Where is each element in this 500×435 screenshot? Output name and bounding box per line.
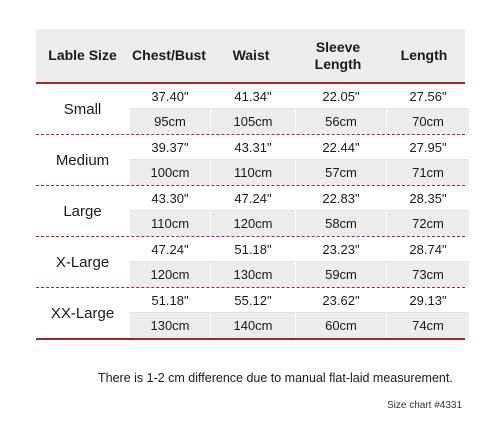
inch-row (129, 288, 469, 313)
cell-chest-bust: 51.18" (129, 288, 210, 313)
cell-waist: 105cm (210, 109, 295, 134)
cell-chest-bust: 43.30" (129, 186, 210, 211)
cell-sleeve-length: 23.23" (295, 237, 386, 262)
cell-chest-bust: 130cm (129, 313, 210, 338)
size-label: Small (63, 100, 102, 118)
size-group (36, 186, 465, 237)
cell-chest-bust: 39.37" (129, 135, 210, 160)
cell-length: 71cm (386, 160, 469, 185)
size-label: X-Large (55, 253, 110, 271)
cell-waist: 130cm (210, 262, 295, 287)
cell-waist: 43.31" (210, 135, 295, 160)
cell-waist: 47.24" (210, 186, 295, 211)
cell-length: 27.56" (386, 84, 469, 109)
header-length: Length (400, 47, 448, 63)
cell-sleeve-length: 57cm (295, 160, 386, 185)
cm-row (129, 109, 469, 134)
cell-sleeve-length: 22.83" (295, 186, 386, 211)
inch-row (129, 135, 469, 160)
cell-sleeve-length: 23.62" (295, 288, 386, 313)
size-group (36, 135, 465, 186)
cell-waist: 51.18" (210, 237, 295, 262)
inch-row (129, 186, 469, 211)
cell-chest-bust: 95cm (129, 109, 210, 134)
cell-chest-bust: 100cm (129, 160, 210, 185)
size-chart-code: Size chart #4331 (387, 400, 463, 411)
cell-sleeve-length: 60cm (295, 313, 386, 338)
size-label: Medium (55, 151, 110, 169)
size-chart-table (36, 29, 465, 340)
header-sleeve-length: Sleeve Length (314, 38, 362, 72)
cm-row (129, 211, 469, 236)
size-group (36, 84, 465, 135)
cell-waist: 120cm (210, 211, 295, 236)
cell-chest-bust: 110cm (129, 211, 210, 236)
cell-chest-bust: 120cm (129, 262, 210, 287)
size-group (36, 237, 465, 288)
inch-row (129, 84, 469, 109)
header-label-size: Lable Size (48, 47, 117, 63)
size-label: XX-Large (50, 304, 115, 322)
cell-length: 29.13" (386, 288, 469, 313)
inch-row (129, 237, 469, 262)
cell-length: 28.74" (386, 237, 469, 262)
cell-sleeve-length: 59cm (295, 262, 386, 287)
header-chest-bust: Chest/Bust (132, 47, 206, 63)
cell-chest-bust: 37.40" (129, 84, 210, 109)
cell-chest-bust: 47.24" (129, 237, 210, 262)
cell-waist: 41.34" (210, 84, 295, 109)
cell-length: 72cm (386, 211, 469, 236)
size-label: Large (63, 202, 102, 220)
cell-length: 73cm (386, 262, 469, 287)
cell-sleeve-length: 22.44" (295, 135, 386, 160)
cell-sleeve-length: 56cm (295, 109, 386, 134)
cell-waist: 110cm (210, 160, 295, 185)
size-group (36, 288, 465, 340)
measurement-note: There is 1-2 cm difference due to manual flat-laid measurement. (98, 371, 453, 385)
cm-row (129, 262, 469, 287)
cell-length: 27.95" (386, 135, 469, 160)
cm-row (129, 313, 469, 338)
cell-length: 74cm (386, 313, 469, 338)
cell-sleeve-length: 58cm (295, 211, 386, 236)
cell-waist: 55.12" (210, 288, 295, 313)
cell-length: 28.35" (386, 186, 469, 211)
cell-waist: 140cm (210, 313, 295, 338)
table-header-row (36, 29, 465, 84)
header-waist: Waist (232, 47, 270, 63)
cm-row (129, 160, 469, 185)
cell-length: 70cm (386, 109, 469, 134)
cell-sleeve-length: 22.05" (295, 84, 386, 109)
